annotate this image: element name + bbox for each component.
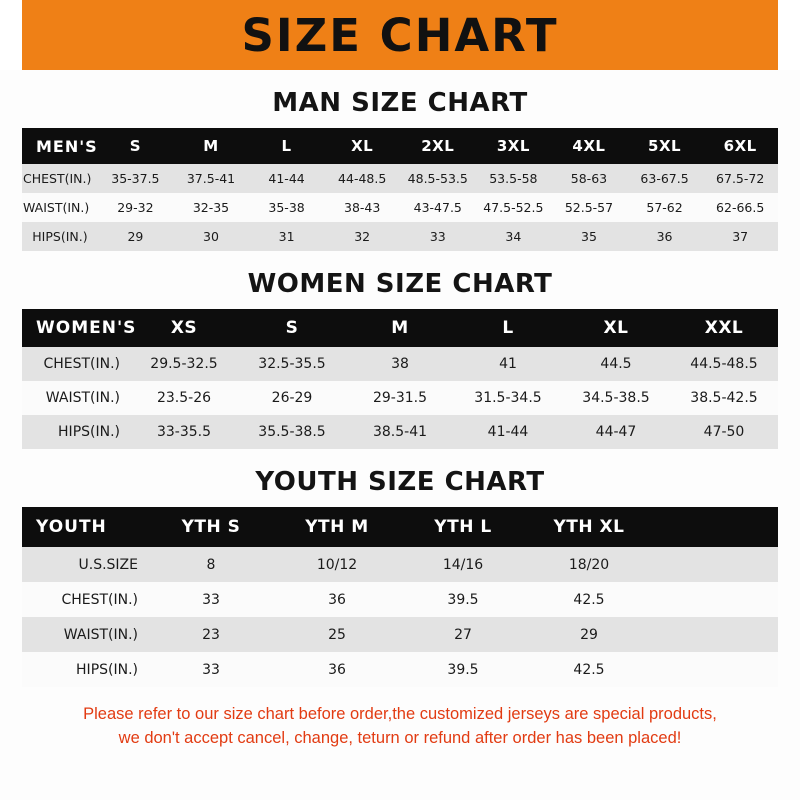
table-row bbox=[22, 582, 778, 617]
row-label: U.S.SIZE bbox=[22, 547, 148, 582]
column-header: XL bbox=[324, 128, 400, 164]
content-area bbox=[0, 88, 800, 751]
column-header: L bbox=[454, 309, 562, 347]
table-cell: 14/16 bbox=[400, 547, 526, 582]
footer-line-2: we don't accept cancel, change, teturn or refund after order has been placed! bbox=[118, 728, 682, 747]
table-cell: 32-35 bbox=[173, 193, 249, 222]
table-cell: 38 bbox=[346, 347, 454, 381]
table-cell: 48.5-53.5 bbox=[400, 164, 476, 193]
youth-section-title: YOUTH SIZE CHART bbox=[255, 467, 545, 497]
table-cell: 25 bbox=[274, 617, 400, 652]
table-cell: 26-29 bbox=[238, 381, 346, 415]
table-cell: 10/12 bbox=[274, 547, 400, 582]
column-header: YTH L bbox=[400, 507, 526, 547]
table-cell: 52.5-57 bbox=[551, 193, 627, 222]
table-cell: 53.5-58 bbox=[476, 164, 552, 193]
table-row bbox=[22, 547, 778, 582]
table-row bbox=[22, 381, 778, 415]
column-header: 3XL bbox=[476, 128, 552, 164]
women-size-table bbox=[22, 309, 778, 449]
table-cell: 32.5-35.5 bbox=[238, 347, 346, 381]
table-cell: 31 bbox=[249, 222, 325, 251]
table-cell: 29 bbox=[526, 617, 652, 652]
table-cell: 42.5 bbox=[526, 652, 652, 687]
table-header-row bbox=[22, 507, 778, 547]
column-header: XXL bbox=[670, 309, 778, 347]
table-cell: 43-47.5 bbox=[400, 193, 476, 222]
table-cell: 44-47 bbox=[562, 415, 670, 449]
table-cell: 42.5 bbox=[526, 582, 652, 617]
table-cell: 37 bbox=[702, 222, 778, 251]
row-label: HIPS(IN.) bbox=[22, 652, 148, 687]
table-cell: 39.5 bbox=[400, 652, 526, 687]
table-cell-spacer bbox=[652, 617, 778, 652]
table-cell: 33 bbox=[148, 582, 274, 617]
table-cell: 36 bbox=[274, 582, 400, 617]
table-cell: 44-48.5 bbox=[324, 164, 400, 193]
man-section-title: MAN SIZE CHART bbox=[272, 88, 528, 118]
column-header: XL bbox=[562, 309, 670, 347]
column-header: MEN'S bbox=[22, 128, 98, 164]
table-cell: 31.5-34.5 bbox=[454, 381, 562, 415]
footer-line-1: Please refer to our size chart before order,the customized jerseys are special products, bbox=[83, 705, 717, 723]
table-row bbox=[22, 164, 778, 193]
table-cell: 33 bbox=[400, 222, 476, 251]
column-header: 5XL bbox=[627, 128, 703, 164]
table-cell: 41-44 bbox=[249, 164, 325, 193]
row-label: CHEST(IN.) bbox=[22, 582, 148, 617]
table-cell: 35.5-38.5 bbox=[238, 415, 346, 449]
table-cell-spacer bbox=[652, 547, 778, 582]
table-cell: 62-66.5 bbox=[702, 193, 778, 222]
row-label: CHEST(IN.) bbox=[22, 164, 98, 193]
table-row bbox=[22, 617, 778, 652]
table-cell: 30 bbox=[173, 222, 249, 251]
table-cell: 38-43 bbox=[324, 193, 400, 222]
table-cell: 29-31.5 bbox=[346, 381, 454, 415]
row-label: HIPS(IN.) bbox=[22, 222, 98, 251]
table-cell: 23.5-26 bbox=[130, 381, 238, 415]
table-cell: 35 bbox=[551, 222, 627, 251]
table-cell: 37.5-41 bbox=[173, 164, 249, 193]
table-cell: 27 bbox=[400, 617, 526, 652]
row-label: WAIST(IN.) bbox=[22, 193, 98, 222]
table-row bbox=[22, 193, 778, 222]
table-cell: 35-38 bbox=[249, 193, 325, 222]
table-cell: 18/20 bbox=[526, 547, 652, 582]
column-header: 6XL bbox=[702, 128, 778, 164]
table-cell: 34.5-38.5 bbox=[562, 381, 670, 415]
column-header: WOMEN'S bbox=[22, 309, 130, 347]
table-cell: 36 bbox=[274, 652, 400, 687]
page-banner bbox=[0, 0, 800, 70]
table-cell: 47.5-52.5 bbox=[476, 193, 552, 222]
column-header: YOUTH bbox=[22, 507, 148, 547]
table-row bbox=[22, 222, 778, 251]
table-cell-spacer bbox=[652, 582, 778, 617]
table-cell: 41 bbox=[454, 347, 562, 381]
row-label: WAIST(IN.) bbox=[22, 381, 130, 415]
column-header: S bbox=[98, 128, 174, 164]
table-cell: 67.5-72 bbox=[702, 164, 778, 193]
table-cell: 29 bbox=[98, 222, 174, 251]
table-header-row bbox=[22, 128, 778, 164]
column-header: 2XL bbox=[400, 128, 476, 164]
table-cell: 39.5 bbox=[400, 582, 526, 617]
table-cell: 36 bbox=[627, 222, 703, 251]
table-row bbox=[22, 415, 778, 449]
table-row bbox=[22, 347, 778, 381]
column-header: YTH S bbox=[148, 507, 274, 547]
column-header: 4XL bbox=[551, 128, 627, 164]
table-cell: 35-37.5 bbox=[98, 164, 174, 193]
column-header: YTH M bbox=[274, 507, 400, 547]
row-label: CHEST(IN.) bbox=[22, 347, 130, 381]
footer-disclaimer bbox=[22, 703, 778, 751]
table-cell: 33-35.5 bbox=[130, 415, 238, 449]
table-cell: 23 bbox=[148, 617, 274, 652]
table-cell: 8 bbox=[148, 547, 274, 582]
table-cell: 58-63 bbox=[551, 164, 627, 193]
man-size-table bbox=[22, 128, 778, 251]
row-label: WAIST(IN.) bbox=[22, 617, 148, 652]
column-header: L bbox=[249, 128, 325, 164]
table-cell: 34 bbox=[476, 222, 552, 251]
table-cell: 41-44 bbox=[454, 415, 562, 449]
table-cell: 33 bbox=[148, 652, 274, 687]
table-cell: 29.5-32.5 bbox=[130, 347, 238, 381]
table-cell: 32 bbox=[324, 222, 400, 251]
column-header: M bbox=[346, 309, 454, 347]
page-title: SIZE CHART bbox=[241, 8, 559, 62]
women-section-title: WOMEN SIZE CHART bbox=[247, 269, 553, 299]
column-header: XS bbox=[130, 309, 238, 347]
table-header-row bbox=[22, 309, 778, 347]
table-cell-spacer bbox=[652, 652, 778, 687]
youth-size-table bbox=[22, 507, 778, 687]
table-cell: 57-62 bbox=[627, 193, 703, 222]
table-cell: 44.5 bbox=[562, 347, 670, 381]
table-cell: 38.5-42.5 bbox=[670, 381, 778, 415]
column-header: YTH XL bbox=[526, 507, 652, 547]
table-cell: 29-32 bbox=[98, 193, 174, 222]
table-row bbox=[22, 652, 778, 687]
table-cell: 63-67.5 bbox=[627, 164, 703, 193]
column-header: S bbox=[238, 309, 346, 347]
table-cell: 44.5-48.5 bbox=[670, 347, 778, 381]
table-cell: 47-50 bbox=[670, 415, 778, 449]
row-label: HIPS(IN.) bbox=[22, 415, 130, 449]
column-header-spacer bbox=[652, 507, 778, 547]
column-header: M bbox=[173, 128, 249, 164]
table-cell: 38.5-41 bbox=[346, 415, 454, 449]
